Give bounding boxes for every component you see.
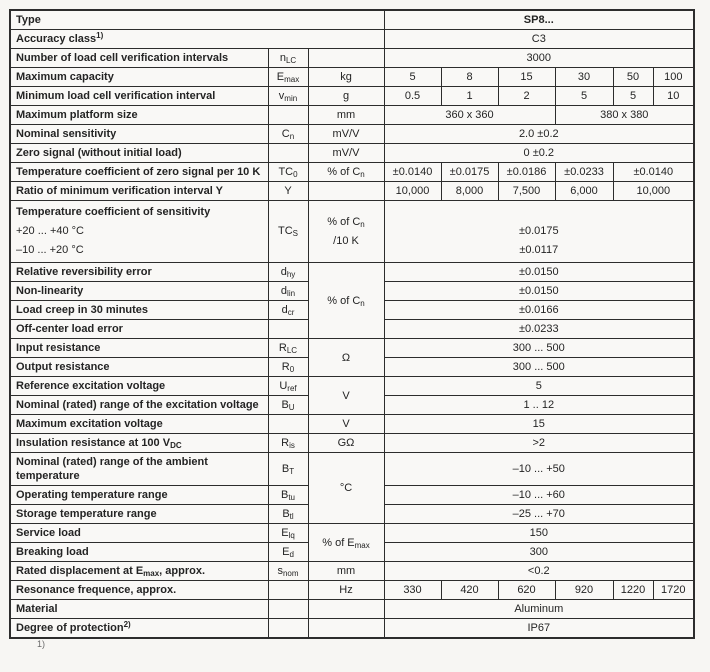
table-row-material bbox=[10, 600, 694, 619]
table-row-rated-displacement bbox=[10, 562, 694, 581]
symbol-cell: $E_{max}$ bbox=[268, 68, 308, 87]
symbol-cell bbox=[268, 581, 308, 600]
unit-cell: % of $C_n$ bbox=[308, 163, 384, 182]
value-cell: IP67 bbox=[384, 619, 694, 639]
symbol-cell: $E_d$ bbox=[268, 543, 308, 562]
unit-cell bbox=[308, 619, 384, 639]
value-cell: 380 x 380 bbox=[555, 106, 694, 125]
table-row-ambient-temperature-range bbox=[10, 453, 694, 486]
symbol-cell: $R_0$ bbox=[268, 358, 308, 377]
param-label-cell: Maximum excitation voltage bbox=[10, 415, 268, 434]
symbol-cell bbox=[268, 144, 308, 163]
symbol-cell: $d_{cr}$ bbox=[268, 301, 308, 320]
value-cell: 5 bbox=[384, 68, 441, 87]
param-label-cell: Relative reversibility error bbox=[10, 263, 268, 282]
value-cell: ±0.0166 bbox=[384, 301, 694, 320]
param-label-cell: Maximum capacity bbox=[10, 68, 268, 87]
symbol-cell bbox=[268, 600, 308, 619]
unit-cell bbox=[308, 600, 384, 619]
value-cell: 10 bbox=[653, 87, 694, 106]
param-label-cell: Resonance frequence, approx. bbox=[10, 581, 268, 600]
param-label-cell: Material bbox=[10, 600, 268, 619]
table-row-zero-signal bbox=[10, 144, 694, 163]
value-cell: 2 bbox=[498, 87, 555, 106]
table-row-ratio-minimum-verification-interval bbox=[10, 182, 694, 201]
param-label-cell: Maximum platform size bbox=[10, 106, 268, 125]
value-cell: 360 x 360 bbox=[384, 106, 555, 125]
value-cell: 3000 bbox=[384, 49, 694, 68]
table-row-nominal-sensitivity bbox=[10, 125, 694, 144]
symbol-cell: $TC_0$ bbox=[268, 163, 308, 182]
value-cell: 330 bbox=[384, 581, 441, 600]
unit-cell: °C bbox=[308, 453, 384, 524]
footnote-marker: 1) bbox=[37, 639, 46, 649]
table-row-resonance-frequency bbox=[10, 581, 694, 600]
value-cell: 15 bbox=[498, 68, 555, 87]
param-label-cell: Nominal (rated) range of the excitation voltage bbox=[10, 396, 268, 415]
param-label-cell: Input resistance bbox=[10, 339, 268, 358]
symbol-cell: $v_{min}$ bbox=[268, 87, 308, 106]
symbol-cell: $B_{tu}$ bbox=[268, 486, 308, 505]
value-cell: 920 bbox=[555, 581, 613, 600]
value-cell: 2.0 ±0.2 bbox=[384, 125, 694, 144]
value-cell: –25 ... +70 bbox=[384, 505, 694, 524]
param-label-cell: Breaking load bbox=[10, 543, 268, 562]
value-cell: ±0.0233 bbox=[384, 320, 694, 339]
value-cell: 0.5 bbox=[384, 87, 441, 106]
value-cell: ±0.0186 bbox=[498, 163, 555, 182]
value-cell: 30 bbox=[555, 68, 613, 87]
value-cell: 1220 bbox=[613, 581, 653, 600]
param-label-cell: Number of load cell verification intervals bbox=[10, 49, 268, 68]
value-cell: –10 ... +60 bbox=[384, 486, 694, 505]
symbol-cell bbox=[268, 320, 308, 339]
table-row-service-load bbox=[10, 524, 694, 543]
unit-cell: % of $E_{max}$ bbox=[308, 524, 384, 562]
table-row-accuracy-class bbox=[10, 30, 694, 49]
value-cell: 10,000 bbox=[613, 182, 694, 201]
symbol-cell: $C_n$ bbox=[268, 125, 308, 144]
value-cell: 8 bbox=[441, 68, 498, 87]
value-cell: 5 bbox=[384, 377, 694, 396]
unit-cell: % of $C_n$ bbox=[308, 263, 384, 339]
value-cell: 1720 bbox=[653, 581, 694, 600]
table-row-maximum-capacity bbox=[10, 68, 694, 87]
unit-cell: g bbox=[308, 87, 384, 106]
symbol-cell: $d_{lin}$ bbox=[268, 282, 308, 301]
value-cell: ±0.0150 bbox=[384, 263, 694, 282]
table-row-type bbox=[10, 10, 694, 30]
param-label-cell: Insulation resistance at 100 $V_{DC}$ bbox=[10, 434, 268, 453]
symbol-cell: $E_{lq}$ bbox=[268, 524, 308, 543]
unit-cell: mV/V bbox=[308, 144, 384, 163]
param-label-cell: Operating temperature range bbox=[10, 486, 268, 505]
symbol-cell: $B_{tl}$ bbox=[268, 505, 308, 524]
unit-cell: mm bbox=[308, 562, 384, 581]
table-row-insulation-resistance bbox=[10, 434, 694, 453]
table-row-tc-zero-signal bbox=[10, 163, 694, 182]
param-label-cell: Service load bbox=[10, 524, 268, 543]
value-cell: 100 bbox=[653, 68, 694, 87]
symbol-cell: $B_T$ bbox=[268, 453, 308, 486]
symbol-cell: $TC_S$ bbox=[268, 201, 308, 263]
table-row-relative-reversibility-error bbox=[10, 263, 694, 282]
symbol-cell: $R_{is}$ bbox=[268, 434, 308, 453]
param-label-cell: Minimum load cell verification interval bbox=[10, 87, 268, 106]
param-label-cell: Temperature coefficient of sensitivity +20 ... +40 °C –10 ... +20 °C bbox=[10, 201, 268, 263]
table-row-minimum-verification-interval bbox=[10, 87, 694, 106]
param-label-cell: Accuracy class$^{1)}$ bbox=[10, 30, 384, 49]
param-label-cell: Off-center load error bbox=[10, 320, 268, 339]
value-cell: 420 bbox=[441, 581, 498, 600]
value-cell: 0 ±0.2 bbox=[384, 144, 694, 163]
symbol-cell: $d_{hy}$ bbox=[268, 263, 308, 282]
unit-cell: Hz bbox=[308, 581, 384, 600]
unit-cell bbox=[308, 49, 384, 68]
value-cell: >2 bbox=[384, 434, 694, 453]
value-cell: ±0.0140 bbox=[384, 163, 441, 182]
param-label-cell: Degree of protection$^{2)}$ bbox=[10, 619, 268, 639]
value-cell: 300 bbox=[384, 543, 694, 562]
table-row-verification-intervals bbox=[10, 49, 694, 68]
table-row-degree-of-protection bbox=[10, 619, 694, 639]
param-label-cell: Rated displacement at $E_{max}$, approx. bbox=[10, 562, 268, 581]
value-cell: 5 bbox=[555, 87, 613, 106]
table-row-maximum-excitation-voltage bbox=[10, 415, 694, 434]
value-cell: C3 bbox=[384, 30, 694, 49]
symbol-cell bbox=[268, 106, 308, 125]
unit-cell: V bbox=[308, 415, 384, 434]
value-cell: 7,500 bbox=[498, 182, 555, 201]
param-label-cell: Storage temperature range bbox=[10, 505, 268, 524]
value-cell: 1 bbox=[441, 87, 498, 106]
unit-cell: GΩ bbox=[308, 434, 384, 453]
param-label-cell: Load creep in 30 minutes bbox=[10, 301, 268, 320]
unit-cell: mV/V bbox=[308, 125, 384, 144]
value-cell: 10,000 bbox=[384, 182, 441, 201]
value-cell: 50 bbox=[613, 68, 653, 87]
table-row-reference-excitation-voltage bbox=[10, 377, 694, 396]
spec-table-body bbox=[10, 10, 694, 638]
value-cell: 300 ... 500 bbox=[384, 358, 694, 377]
param-label-cell: Nominal (rated) range of the ambient temperature bbox=[10, 453, 268, 486]
symbol-cell bbox=[268, 619, 308, 639]
value-cell: 6,000 bbox=[555, 182, 613, 201]
table-row-input-resistance bbox=[10, 339, 694, 358]
symbol-cell: $B_U$ bbox=[268, 396, 308, 415]
value-cell: ±0.0233 bbox=[555, 163, 613, 182]
unit-cell bbox=[308, 182, 384, 201]
value-cell: –10 ... +50 bbox=[384, 453, 694, 486]
symbol-cell: $U_{ref}$ bbox=[268, 377, 308, 396]
unit-cell: % of $C_n$ /10 K bbox=[308, 201, 384, 263]
value-cell: <0.2 bbox=[384, 562, 694, 581]
symbol-cell: $R_{LC}$ bbox=[268, 339, 308, 358]
symbol-cell bbox=[268, 415, 308, 434]
table-row-tc-sensitivity bbox=[10, 201, 694, 263]
value-cell: 150 bbox=[384, 524, 694, 543]
param-label-cell: Type bbox=[10, 10, 384, 30]
value-cell: SP8... bbox=[384, 10, 694, 30]
param-label-cell: Output resistance bbox=[10, 358, 268, 377]
param-label-cell: Nominal sensitivity bbox=[10, 125, 268, 144]
value-cell: 300 ... 500 bbox=[384, 339, 694, 358]
value-cell: 620 bbox=[498, 581, 555, 600]
table-row-maximum-platform-size bbox=[10, 106, 694, 125]
param-label-cell: Non-linearity bbox=[10, 282, 268, 301]
param-label-cell: Reference excitation voltage bbox=[10, 377, 268, 396]
symbol-cell: $n_{LC}$ bbox=[268, 49, 308, 68]
unit-cell: mm bbox=[308, 106, 384, 125]
value-cell: 1 .. 12 bbox=[384, 396, 694, 415]
value-cell: ±0.0175 ±0.0117 bbox=[384, 201, 694, 263]
spec-table bbox=[9, 9, 695, 639]
value-cell: ±0.0150 bbox=[384, 282, 694, 301]
unit-cell: V bbox=[308, 377, 384, 415]
value-cell: ±0.0140 bbox=[613, 163, 694, 182]
value-cell: ±0.0175 bbox=[441, 163, 498, 182]
param-label-cell: Zero signal (without initial load) bbox=[10, 144, 268, 163]
param-label-cell: Ratio of minimum verification interval Y bbox=[10, 182, 268, 201]
value-cell: Aluminum bbox=[384, 600, 694, 619]
param-label-cell: Temperature coefficient of zero signal per 10 K bbox=[10, 163, 268, 182]
symbol-cell: Y bbox=[268, 182, 308, 201]
unit-cell: kg bbox=[308, 68, 384, 87]
value-cell: 8,000 bbox=[441, 182, 498, 201]
value-cell: 5 bbox=[613, 87, 653, 106]
symbol-cell: $s_{nom}$ bbox=[268, 562, 308, 581]
unit-cell: Ω bbox=[308, 339, 384, 377]
value-cell: 15 bbox=[384, 415, 694, 434]
